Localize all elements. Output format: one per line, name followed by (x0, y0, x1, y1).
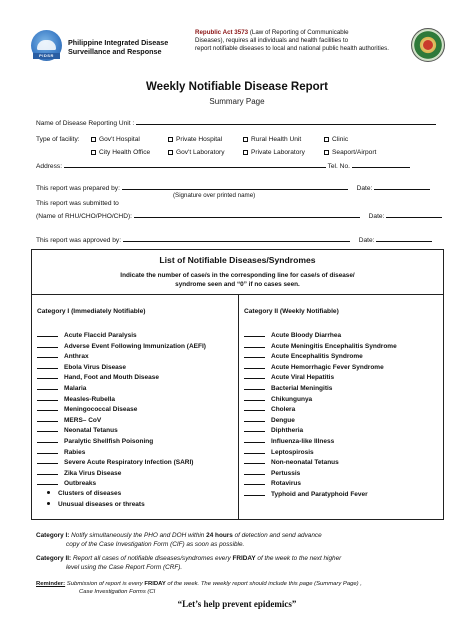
pidsr-logo-icon (31, 30, 62, 61)
category-1-note: Category I: Notify simultaneously the PHO and DOH within 24 hours of detection and send advance (36, 532, 322, 539)
disease-list-box (31, 249, 444, 520)
case-count-field[interactable] (244, 383, 265, 390)
disease-row (37, 351, 206, 362)
approved-date-field[interactable] (376, 235, 432, 242)
disease-subitem-label: Unusual diseases or threats (58, 500, 145, 508)
disease-row (244, 478, 397, 489)
address-row: Address: Tel. No. (36, 161, 410, 170)
checkbox[interactable] (91, 150, 96, 155)
case-count-field[interactable] (244, 447, 265, 454)
disease-name: Chikungunya (271, 395, 313, 403)
case-count-field[interactable] (37, 478, 58, 485)
facility-option-rhu[interactable]: Rural Health Unit (243, 136, 301, 143)
disease-subitem-label: Clusters of diseases (58, 489, 122, 497)
case-count-field[interactable] (244, 425, 265, 432)
case-count-field[interactable] (37, 330, 58, 337)
disease-row (244, 489, 397, 500)
reminder-note-2: Case Investigation Forms (CI (79, 589, 156, 595)
disease-name: Acute Meningitis Encephalitis Syndrome (271, 342, 397, 350)
case-count-field[interactable] (244, 330, 265, 337)
logo-tag: PIDSR (33, 53, 60, 59)
disease-name: Typhoid and Paratyphoid Fever (271, 490, 368, 498)
disease-row (37, 425, 206, 436)
checkbox[interactable] (324, 150, 329, 155)
category-1-list (37, 330, 206, 510)
signature-note: (Signature over printed name) (173, 192, 256, 199)
prepared-by-field[interactable] (122, 183, 348, 190)
disease-name: Anthrax (64, 353, 89, 361)
disease-row (244, 362, 397, 373)
disease-row (37, 383, 206, 394)
facility-option-cho[interactable]: City Health Office (91, 149, 150, 156)
disease-name: MERS– CoV (64, 416, 102, 424)
facility-option-private-lab[interactable]: Private Laboratory (243, 149, 305, 156)
disease-name: Paralytic Shellfish Poisoning (64, 437, 154, 445)
disease-row (244, 457, 397, 468)
disease-name: Hand, Foot and Mouth Disease (64, 374, 159, 382)
disease-name: Ebola Virus Disease (64, 363, 127, 371)
disease-name: Meningococcal Disease (64, 406, 138, 414)
box-title: List of Notifiable Diseases/Syndromes (159, 255, 316, 265)
column-divider (238, 294, 239, 519)
tel-field[interactable] (352, 161, 410, 168)
case-count-field[interactable] (37, 394, 58, 401)
reminder-note: Reminder: Submission of report is every FRIDAY of the week. The weekly report should include this page (Summary Page) , (36, 581, 362, 587)
disease-name: Rotavirus (271, 480, 301, 488)
disease-row (244, 436, 397, 447)
disease-row (37, 372, 206, 383)
disease-name: Measles-Rubella (64, 395, 115, 403)
disease-name: Severe Acute Respiratory Infection (SARI) (64, 459, 194, 467)
category-2-note: Category II: Report all cases of notifiable diseases/syndromes every FRIDAY of the week to the next higher (36, 555, 342, 562)
disease-name: Pertussis (271, 469, 301, 477)
submitted-date-field[interactable] (386, 211, 442, 218)
disease-subitem (37, 500, 206, 511)
disease-name: Diphtheria (271, 427, 304, 435)
facility-row-1: Type of facility: (36, 136, 80, 143)
category-1-heading: Category I (Immediately Notifiable) (37, 308, 146, 315)
disease-row (37, 478, 206, 489)
case-count-field[interactable] (37, 457, 58, 464)
disease-subitem (37, 489, 206, 500)
case-count-field[interactable] (37, 362, 58, 369)
case-count-field[interactable] (37, 436, 58, 443)
disease-name: Acute Hemorrhagic Fever Syndrome (271, 363, 384, 371)
checkbox[interactable] (243, 150, 248, 155)
approved-row: This report was approved by: Date: (36, 235, 432, 244)
case-count-field[interactable] (37, 447, 58, 454)
box-instruction: Indicate the number of case/s in the corresponding line for case/s of disease/ syndrome seen and “0” if no cases seen. (120, 272, 355, 288)
facility-option-seaport[interactable]: Seaport/Airport (324, 149, 376, 156)
facility-option-private-hospital[interactable]: Private Hospital (168, 136, 222, 143)
disease-name: Malaria (64, 384, 87, 392)
disease-name: Bacterial Meningitis (271, 384, 333, 392)
disease-row (37, 394, 206, 405)
case-count-field[interactable] (244, 489, 265, 496)
facility-option-gov-hospital[interactable]: Gov't Hospital (91, 136, 140, 143)
case-count-field[interactable] (37, 415, 58, 422)
republic-act-title: Republic Act 3573 (195, 29, 249, 36)
case-count-field[interactable] (244, 394, 265, 401)
doh-seal-icon (411, 28, 445, 62)
disease-name: Acute Flaccid Paralysis (64, 332, 137, 339)
disease-row (244, 415, 397, 426)
case-count-field[interactable] (244, 436, 265, 443)
disease-row (244, 447, 397, 458)
disease-row (37, 341, 206, 352)
case-count-field[interactable] (244, 362, 265, 369)
category-2-heading: Category II (Weekly Notifiable) (244, 308, 339, 315)
disease-row (37, 415, 206, 426)
category-2-note-2: level using the Case Report Form (CRF). (66, 564, 183, 571)
page-subtitle: Summary Page (209, 97, 265, 106)
disease-row (244, 468, 397, 479)
case-count-field[interactable] (244, 372, 265, 379)
bullet-icon (47, 502, 50, 505)
disease-row (244, 383, 397, 394)
case-count-field[interactable] (37, 404, 58, 411)
disease-name: Adverse Event Following Immunization (AEFI) (64, 342, 206, 350)
case-count-field[interactable] (244, 468, 265, 475)
disease-row (37, 404, 206, 415)
disease-name: Acute Encephalitis Syndrome (271, 353, 363, 361)
organization-name: Philippine Integrated Disease Surveillance and Response (68, 38, 169, 56)
disease-name: Rabies (64, 448, 86, 456)
disease-row (244, 425, 397, 436)
disease-name: Leptospirosis (271, 448, 314, 456)
category-1-note-2: copy of the Case Investigation Form (CIF) as soon as possible. (66, 541, 245, 548)
disease-name: Zika Virus Disease (64, 469, 122, 477)
disease-row (37, 330, 206, 341)
case-count-field[interactable] (244, 404, 265, 411)
checkbox[interactable] (168, 137, 173, 142)
address-field[interactable] (64, 161, 326, 168)
approved-by-field[interactable] (123, 235, 350, 242)
disease-row (37, 447, 206, 458)
case-count-field[interactable] (244, 457, 265, 464)
disease-row (37, 457, 206, 468)
disease-row (244, 330, 397, 341)
disease-name: Cholera (271, 406, 296, 414)
disease-name: Non-neonatal Tetanus (271, 459, 339, 467)
disease-row (37, 362, 206, 373)
disease-name: Influenza-like Illness (271, 437, 335, 445)
disease-row (37, 436, 206, 447)
disease-name: Dengue (271, 416, 295, 424)
submitted-row: (Name of RHU/CHO/PHO/CHD): Date: (36, 211, 442, 220)
case-count-field[interactable] (37, 372, 58, 379)
disease-row (244, 394, 397, 405)
disease-row (244, 372, 397, 383)
case-count-field[interactable] (37, 351, 58, 358)
disease-row (244, 404, 397, 415)
submitted-to-field[interactable] (134, 211, 360, 218)
case-count-field[interactable] (244, 478, 265, 485)
submitted-label: This report was submitted to (36, 200, 119, 207)
case-count-field[interactable] (37, 341, 58, 348)
disease-name: Neonatal Tetanus (64, 427, 118, 435)
disease-row (37, 468, 206, 479)
checkbox[interactable] (324, 137, 329, 142)
case-count-field[interactable] (37, 468, 58, 475)
case-count-field[interactable] (244, 341, 265, 348)
unit-name-field[interactable] (136, 118, 436, 125)
disease-name: Acute Bloody Diarrhea (271, 332, 342, 339)
case-count-field[interactable] (244, 415, 265, 422)
slogan: “Let’s help prevent epidemics” (177, 599, 297, 609)
case-count-field[interactable] (37, 425, 58, 432)
category-2-list (244, 330, 397, 500)
facility-option-clinic[interactable]: Clinic (324, 136, 348, 143)
case-count-field[interactable] (37, 383, 58, 390)
bullet-icon (47, 491, 50, 494)
disease-row (244, 341, 397, 352)
prepared-row: This report was prepared by: Date: (36, 183, 430, 192)
disease-name: Outbreaks (64, 480, 97, 488)
prepared-date-field[interactable] (374, 183, 430, 190)
disease-row (244, 351, 397, 362)
checkbox[interactable] (168, 150, 173, 155)
disease-name: Acute Viral Hepatitis (271, 374, 335, 382)
republic-act-notice: Republic Act 3573 (Law of Reporting of Communicable Diseases), requires all individuals and health facilities to report notifiable diseases to local and national public health authorities. (195, 29, 389, 52)
checkbox[interactable] (91, 137, 96, 142)
facility-option-gov-lab[interactable]: Gov't Laboratory (168, 149, 225, 156)
unit-field-row: Name of Disease Reporting Unit : (36, 118, 436, 127)
case-count-field[interactable] (244, 351, 265, 358)
checkbox[interactable] (243, 137, 248, 142)
page-title: Weekly Notifiable Disease Report (146, 81, 328, 93)
